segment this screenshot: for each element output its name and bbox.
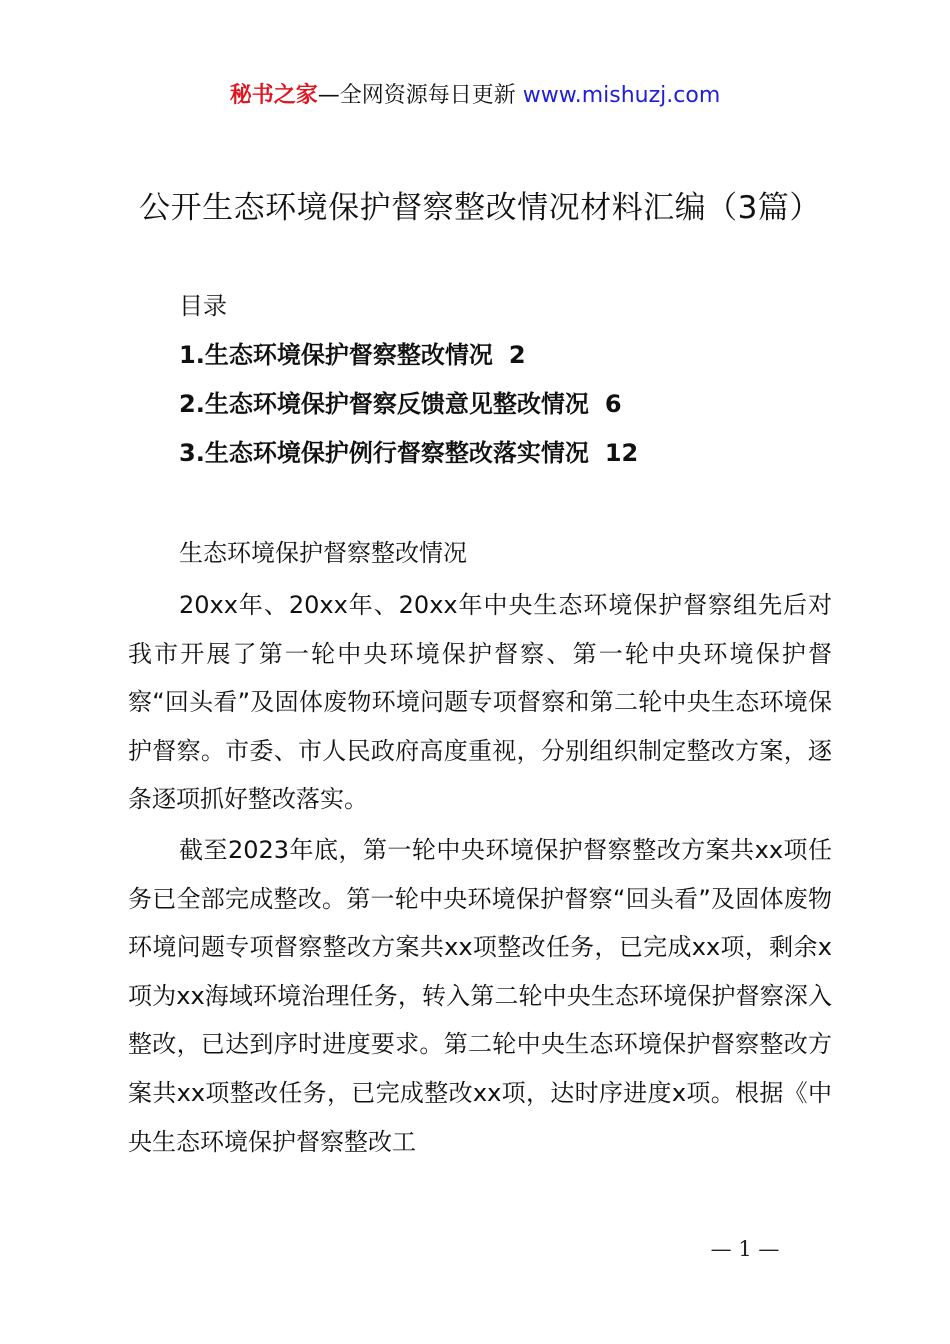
page-number: — 1 —: [710, 1237, 780, 1261]
header-slogan: —全网资源每日更新: [317, 83, 523, 108]
section-title: 生态环境保护督察整改情况: [179, 539, 467, 567]
brand-name: 秘书之家: [229, 83, 318, 108]
toc-item-label: 2.生态环境保护督察反馈意见整改情况: [179, 390, 589, 418]
toc-item-page: 6: [604, 390, 622, 418]
body-paragraph: 20xx年、20xx年、20xx年中央生态环境保护督察组先后对我市开展了第一轮中央环境保护督察、第一轮中央环境保护督察“回头看”及固体废物环境问题专项督察和第二轮中央生态环境保护督察。市委、市人民政府高度重视，分别组织制定整改方案，逐条逐项抓好整改落实。: [128, 591, 832, 814]
site-url[interactable]: www.mishuzj.com: [522, 83, 721, 108]
toc-item-label: 1.生态环境保护督察整改情况: [179, 341, 493, 369]
toc-item[interactable]: [179, 338, 799, 372]
body-paragraph: 截至2023年底，第一轮中央环境保护督察整改方案共xx项任务已全部完成整改。第一轮中央环境保护督察“回头看”及固体废物环境问题专项督察整改方案共xx项整改任务，已完成xx项，剩余x项为xx海域环境治理任务，转入第二轮中央生态环境保护督察深入整改，已达到序时进度要求。第二轮中央生态环境保护督察整改方案共xx项整改任务，已完成整改xx项，达时序进度x项。根据《中央生态环境保护督察整改工: [128, 836, 832, 1156]
toc-heading: 目录: [179, 292, 227, 320]
toc-item-page: 12: [604, 439, 639, 467]
toc-item-page: 2: [508, 341, 526, 369]
document-title: 公开生态环境保护督察整改情况材料汇编（3篇）: [139, 190, 821, 226]
toc-item-label: 3.生态环境保护例行督察整改落实情况: [179, 439, 589, 467]
toc-item[interactable]: [179, 436, 799, 470]
toc-item[interactable]: [179, 387, 799, 421]
table-of-contents: [179, 338, 799, 485]
site-header: [0, 80, 950, 112]
